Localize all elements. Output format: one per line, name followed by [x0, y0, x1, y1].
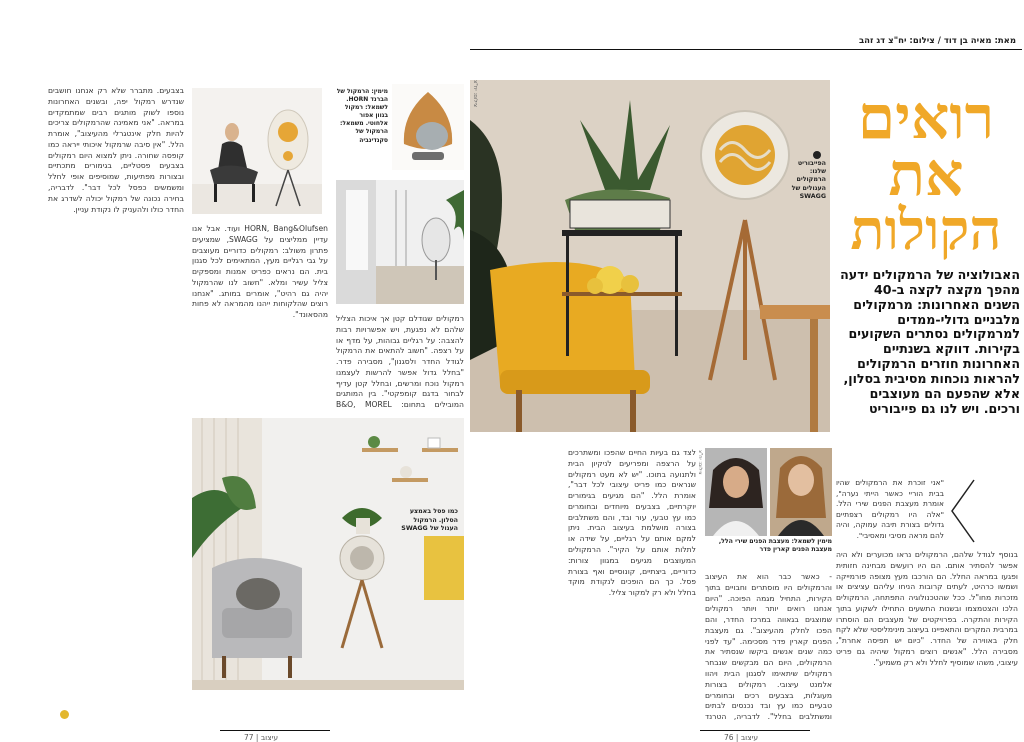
- portraits-caption: מימין לשמאל: מעצבת הפנים שירי הלל, מעצבת הפנים קארין פדר: [718, 538, 832, 554]
- speaker-woman-photo: [192, 88, 322, 214]
- cone-speaker-photo: [392, 84, 464, 170]
- left-page-num: 77: [244, 733, 254, 742]
- body-column-f: HORN, Bang&Olufsen ועוד. אבל אנו עדיין ממליצים על SWAGG, שמציעים פתרון משולב: רמקולים כדוריים מעוצבים על גבי רגליים מעץ, המתאימים לכל סגנון בית. הם נראים כפריט אמנות ומספקים צליל עשיר ומלא. "חשוב לנו שהרמקול יהיה גם רהיט", אומרים במותג. "אנחנו רוצים שהלקוחות ייהנו מהמראה לא פחות מהסאונד".: [192, 224, 328, 320]
- shelves-scene-photo: [192, 418, 464, 690]
- right-page-label: עיצוב: [740, 733, 759, 742]
- woman-speaker-illustration: [192, 88, 322, 214]
- scene-caption: כמו פסל באמצע הסלון. הרמקול העגול של SWAGG: [401, 508, 458, 532]
- modern-room-illustration: [336, 180, 464, 304]
- cone-speaker-illustration: [392, 84, 464, 170]
- left-footer-rule: [220, 730, 330, 731]
- author-credits: מאת: מאיה בן דוד / צילום: יח"צ דג זהב: [859, 36, 1016, 46]
- living-room-illustration: [470, 80, 830, 432]
- portrait-credit: צילום: יח"צ: [697, 450, 703, 475]
- modern-room-photo: [336, 180, 464, 304]
- end-mark-icon: [60, 710, 69, 719]
- top-rule: [470, 49, 1022, 50]
- title-line-1: רואים: [857, 83, 995, 153]
- article-deck: האבולוציה של הרמקולים ידעה מהפך מקצה לקצה ב-40 השנים האחרונות: מרמקולים מלבניים גדולי-ממדים למרמקולים נסתרים השקועים בקירות. דווקא בשנתיים האחרונות חוזרים הרמקולים להראות נוכחות מסיבית בסלון, אלא שהפעם הם מעוצבים ורכים. ויש לנו גם פייבוריט: [840, 268, 1020, 416]
- pull-quote: "אני זוכרת את הרמקולים שהיו בבית הוריי כאשר הייתי נערה", אומרת מעצבת הפנים שירי הלל. "אלה היו רמקולים רצפתיים גדולים בצורת תיבה עמוקה, והיה להם מראה מסיבי ומאסיבי".: [836, 478, 944, 540]
- portrait-shiri-hillel: [770, 448, 832, 536]
- right-page-num: 76: [724, 733, 734, 742]
- title-line-2: את: [888, 140, 964, 210]
- portrait-illustration-1: [770, 448, 832, 536]
- portrait-illustration-2: [705, 448, 767, 536]
- right-page-number: עיצוב | 76: [724, 733, 759, 742]
- main-photo-caption: הפייבוריט שלנו: הרמקולים העגולים של SWAGG: [791, 160, 826, 200]
- portrait-karin-peder: [705, 448, 767, 536]
- body-column-a: בנוסף לגודל שלהם, הרמקולים נראו מכוערים ולא היה אפשר להסתיר אותם. הם היו רועשים מבחינה חזותית ופגעו במראה החלל. הם הורכבו מעץ מצופה פורמייקה ושמשו כרהיט, לעתים קרובות הניחו עליהם עציצים או מזכרות מחו"ל. ככל שהטכנולוגיה התפתחה, הרמקולים הלכו והצטמצמו ובשנות התשעים התחילו לשקוע בתוך הקירות והתקרה. בפרויקטים של מעצבים הם הוסתרו במרבית המקרים והתאפיינו בעיצוב מינימליסטי שלא לקח חלק באווירה של החדר. "כיום יש תפיסה אחרת", מסבירה הלל. "אנשים רוצים רמקול שיהיה גם פריט עיצובי, משהו שמוסיף לחלל ולא רק משמיע".: [836, 550, 1018, 667]
- right-footer-rule: [700, 730, 810, 731]
- main-photo-credit: צילום: יח"צ: [472, 80, 478, 107]
- body-column-c: לצד גם בעיות החיים שהפכו ומשתרכים על הרצפה ומפריעים לניקיון הבית ולתנועה בתוכו. "יש לא מעט רמקולים שנראים כמו פריט עיצובי לכל דבר", אומרת הלל. "הם מגיעים בגימורים יוקרתיים, בצבעים מיוחדים ובחומרים כמו עץ טבעי, עור ובד, והם משתלבים בצורה מושלמת בעיצוב הבית. ניתן למקם אותם על רגליים, על שידה או לתלות אותם על הקיר". הרמקולים המעוצבים מגיעים במגוון צורות: כדוריים, ביצתיים, קונוסיים ואף בצורת פסל. כך הם הופכים לנקודת מוקד בחלל ולא רק למקור צליל.: [568, 448, 696, 598]
- left-page-label: עיצוב: [260, 733, 279, 742]
- quote-chevron-icon: [948, 478, 978, 544]
- shelves-scene-illustration: [192, 418, 464, 690]
- body-column-e: רמקולים שגודלם קטן אך איכות הצליל שלהם לא נפגעת, ויש אפשרויות רבות להצבה: על רגליים גבוהות, על מדף או על רצפה. "חשוב להתאים את הרמקול לגודל החדר ולסגנון", מסבירה פדר. "בחלל גדול אפשר להרשות לעצמנו רמקול נוכח ומרשים, ובחלל קטן עדיף לבחור בדגם קומפקטי". בין המותגים המובילים בתחום: B&O, MOREL: [336, 314, 464, 410]
- left-page-number: 77 | עיצוב: [244, 733, 279, 742]
- body-column-d: בצבעים. מתברר שלא רק אנחנו חושבים שנדרש רמקול יפה, ובשנים האחרונות נוספו לשוק מותגים רבים שמתמקדים במראה. "אני מאמינה שהרמקולים צריכים להיות חלק אינטגרלי מהעיצוב", אומרת הלל. "אין סיבה שרמקול איכותי ייראה כמו קופסה שחורה. ניתן למצוא היום רמקולים בצבעים פסטליים, בגימורים מתכתיים ובצורות מפתיעות, שמוסיפים אופי לחלל ומשמשים כפסל לכל דבר". לדבריה, בחירה נכונה של רמקול יכולה לשדרג את החדר כולו ולהעניק לו נקודת עניין.: [48, 86, 184, 214]
- article-title: [834, 83, 1018, 263]
- title-line-3: הקולות: [850, 197, 1002, 263]
- cone-caption: מימין: הרמקול של הברנד HORN. לשמאל: רמקול בגוון אפור אלחוטי. משמאל: הרמקול של סקנדינביה: [336, 88, 388, 144]
- main-living-room-photo: [470, 80, 830, 432]
- body-column-b: - כאשר כבר הוא את העיצוב והרמקולים היו מוסתרים וחבויים בתוך הקירות, התחיל מגמה הפוכה. "היום אנחנו רואים יותר ויותר רמקולים שמוצגים בגאווה במרכז החדר, והם הפכו לחלק מהעיצוב". גם מעצבת הפנים קארין פדר מסכימה. "עד לפני כמה שנים אנשים ביקשו שנסתיר את הרמקולים, היום הם מבקשים שנבחר רמקולים שיתאימו לסגנון הבית ויהוו אלמנט עיצובי. רמקולים בצורות מעוגלות, בצבעים רכים ובחומרים טבעיים כמו עץ ובד נכנסים לבתים ומשתלבים בחלל". לדבריה, הטרנד: [705, 572, 832, 722]
